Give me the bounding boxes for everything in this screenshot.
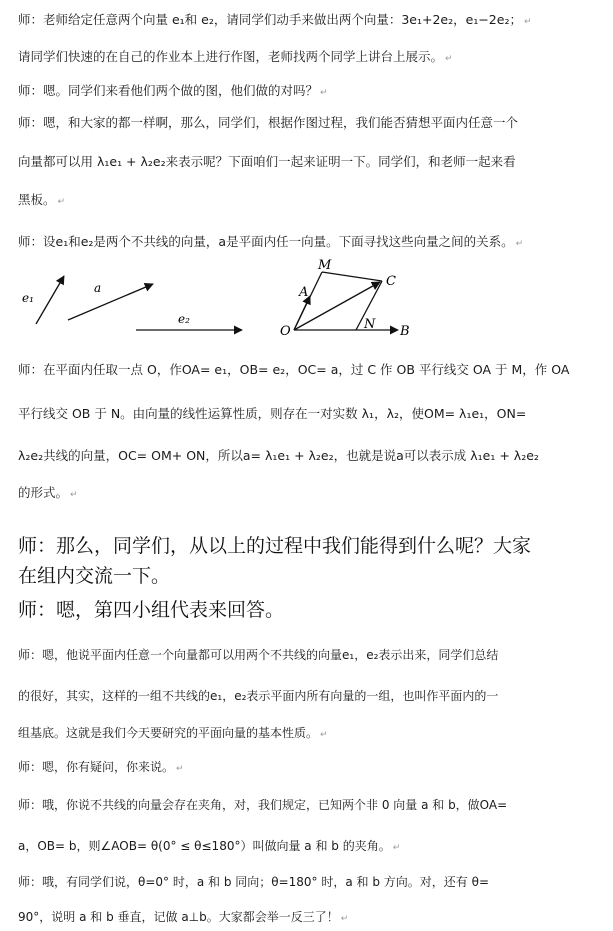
paragraph-6: 黑板。 ↵ — [18, 192, 66, 207]
vector-diagram — [18, 258, 603, 350]
return-mark: ↵ — [340, 914, 349, 924]
paragraph-16: 的很好，其实，这样的一组不共线的e₁，e₂表示平面内所有向量的一组，也叫作平面内的一 — [18, 689, 499, 703]
paragraph-13: 在组内交流一下。 — [18, 565, 171, 587]
paragraph-18: 师：嗯，你有疑问，你来说。 ↵ — [18, 760, 184, 774]
label-M: M — [318, 258, 332, 273]
paragraph-10: λ₂e₂共线的向量，OC= OM+ ON，所以a= λ₁e₁ + λ₂e₂，也就是说a可以表示成 λ₁e₁ + λ₂e₂ — [18, 448, 539, 463]
return-mark: ↵ — [320, 88, 328, 98]
return-mark: ↵ — [515, 239, 524, 249]
return-mark: ↵ — [176, 764, 184, 774]
paragraph-20: a，OB= b，则∠AOB= θ(0° ≤ θ≤180°）叫做向量 a 和 b 的夹角。 ↵ — [18, 839, 401, 853]
segment-MC — [322, 272, 382, 281]
paragraph-22: 90°，说明 a 和 b 垂直，记做 a⊥b。大家都会举一反三了！ ↵ — [18, 910, 349, 924]
return-mark: ↵ — [320, 730, 328, 740]
label-A: A — [299, 285, 309, 300]
paragraph-4: 师：嗯，和大家的都一样啊，那么，同学们，根据作图过程，我们能否猜想平面内任意一个 — [18, 115, 519, 130]
paragraph-21: 师：哦，有同学们说，θ=0° 时，a 和 b 同向；θ=180° 时，a 和 b 方向。对，还有 θ= — [18, 875, 490, 889]
label-a: a — [94, 281, 102, 295]
label-C: C — [386, 274, 396, 289]
paragraph-9: 平行线交 OB 于 N。由向量的线性运算性质，则存在一对实数 λ₁，λ₂，使OM= λ₁e₁，ON= — [18, 406, 527, 421]
paragraph-12: 师：那么，同学们，从以上的过程中我们能得到什么呢？大家 — [18, 535, 532, 557]
paragraph-15: 师：嗯，他说平面内任意一个向量都可以用两个不共线的向量e₁，e₂表示出来，同学们总结 — [18, 648, 499, 662]
paragraph-11: 的形式。 ↵ — [18, 485, 78, 500]
label-N: N — [364, 317, 376, 332]
paragraph-2: 请同学们快速的在自己的作业本上进行作图，老师找两个同学上讲台上展示。 ↵ — [18, 49, 453, 64]
return-mark: ↵ — [523, 17, 532, 27]
paragraph-19: 师：哦，你说不共线的向量会存在夹角，对，我们规定，已知两个非 0 向量 a 和 b，做OA= — [18, 798, 508, 812]
return-mark: ↵ — [57, 197, 66, 207]
paragraph-7: 师：设e₁和e₂是两个不共线的向量，a是平面内任一向量。下面寻找这些向量之间的关系。 ↵ — [18, 234, 524, 249]
paragraph-8: 师：在平面内任取一点 O，作OA= e₁，OB= e₂，OC= a，过 C 作 OB 平行线交 OA 于 M，作 OA — [18, 362, 570, 377]
paragraph-3: 师：嗯。同学们来看他们两个做的图，他们做的对吗？ ↵ — [18, 83, 328, 98]
label-e2: e₂ — [178, 312, 190, 326]
label-B: B — [400, 324, 410, 339]
paragraph-5: 向量都可以用 λ₁e₁ + λ₂e₂来表示呢？下面咱们一起来证明一下。同学们，和老师一起来看 — [18, 154, 516, 169]
vector-e1-arrow — [36, 276, 64, 324]
paragraph-1: 师：老师给定任意两个向量 e₁和 e₂，请同学们动手来做出两个向量：3e₁+2e₂，e₁−2e₂； ↵ — [18, 12, 532, 27]
return-mark: ↵ — [392, 843, 401, 853]
return-mark: ↵ — [70, 490, 78, 500]
vector-a-arrow — [68, 284, 153, 320]
return-mark: ↵ — [445, 54, 453, 64]
label-e1: e₁ — [22, 291, 34, 305]
paragraph-14: 师：嗯，第四小组代表来回答。 — [18, 599, 285, 621]
label-O: O — [280, 324, 291, 339]
paragraph-17: 组基底。这就是我们今天要研究的平面向量的基本性质。 ↵ — [18, 726, 328, 740]
